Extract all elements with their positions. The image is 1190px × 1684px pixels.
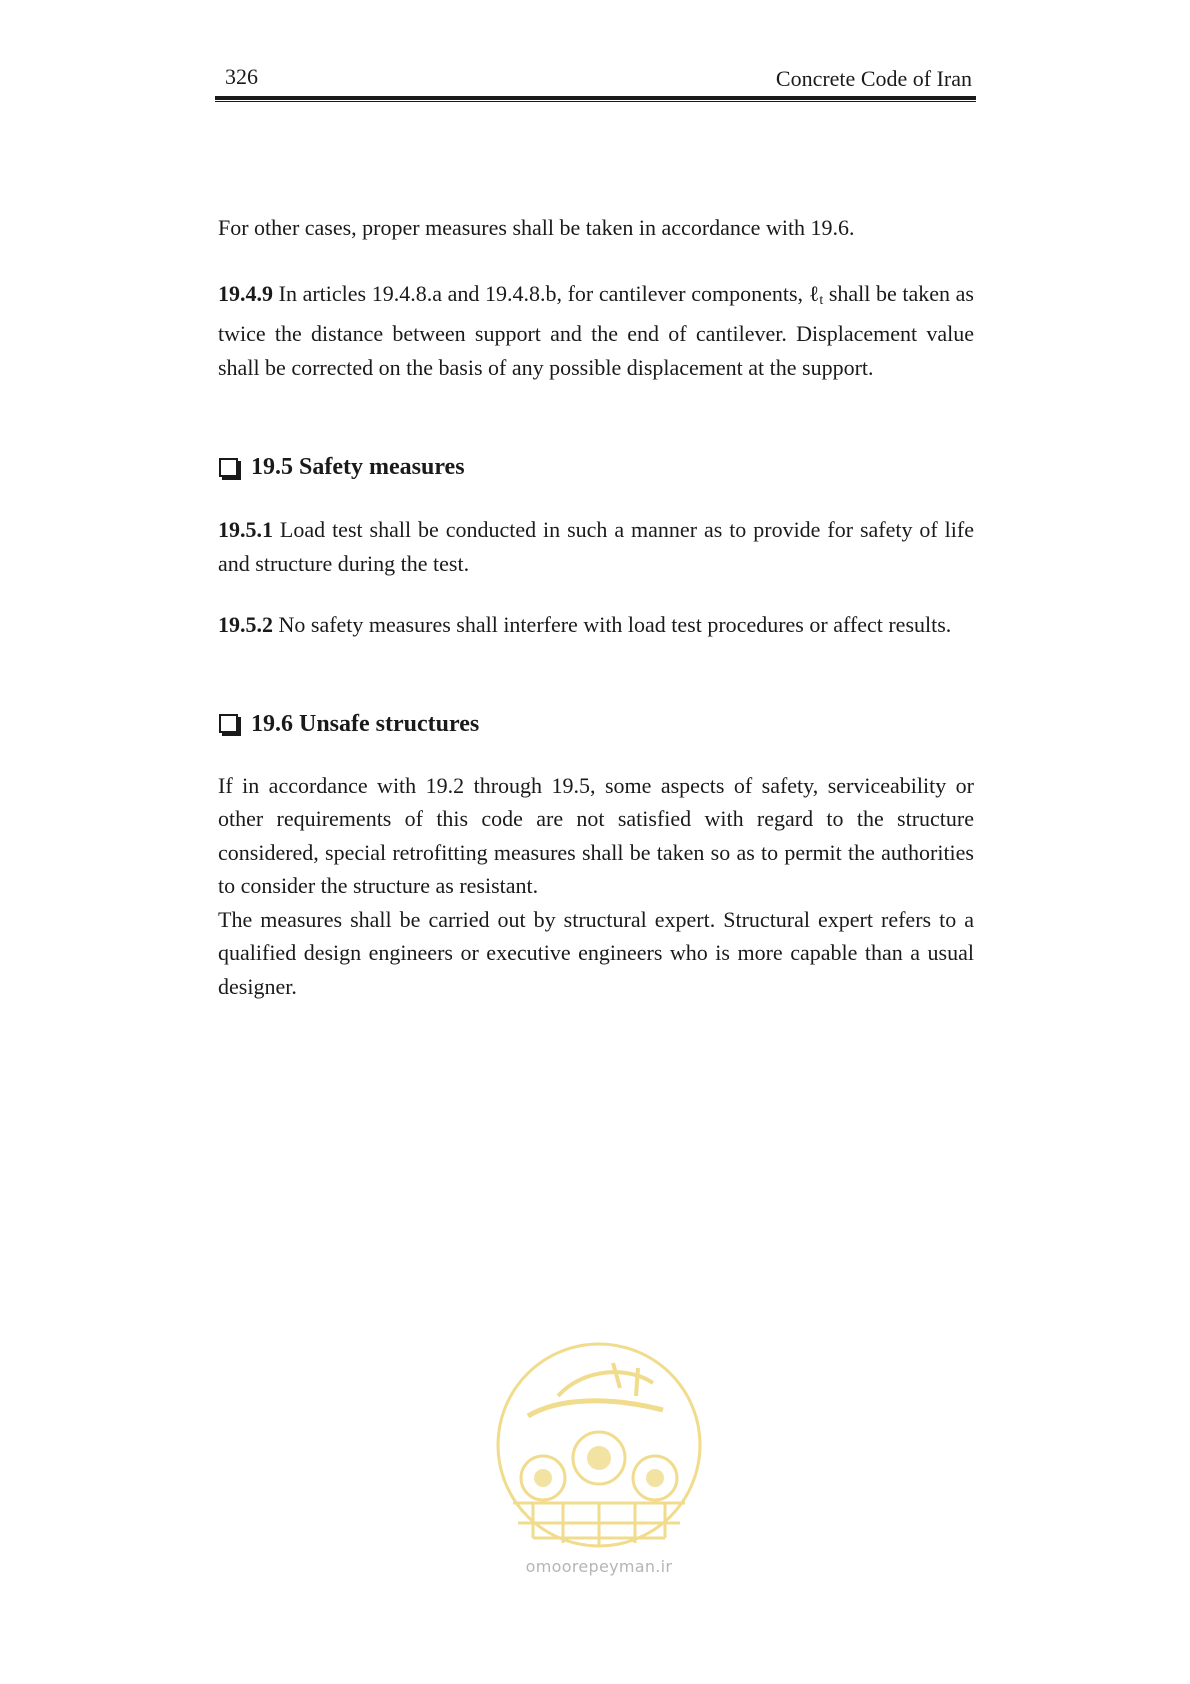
watermark-logo-icon <box>488 1338 710 1553</box>
clause-number: 19.5.2 <box>218 612 273 637</box>
clause-19-5-1 <box>218 513 974 580</box>
paragraph-19-6-a: If in accordance with 19.2 through 19.5, some aspects of safety, serviceability or other requirements of this code are not satisfied with regard to the structure considered, special retrofitting measures shall be taken so as to permit the authorities to consider the structure as resistant. <box>218 772 974 898</box>
clause-19-4-9 <box>218 277 974 385</box>
header-rule <box>215 96 976 102</box>
checkbox-bullet-icon <box>219 458 238 477</box>
watermark <box>488 1338 710 1588</box>
clause-text: shall be taken as twice the distance between support and the end of cantilever. Displacement value shall be corrected on the basis of any possible displacement at the support. <box>218 280 974 380</box>
clause-number: 19.4.9 <box>218 280 273 306</box>
paragraph-19-6-b: The measures shall be carried out by structural expert. Structural expert refers to a qualified design engineers or executive engineers who is more capable than a usual designer. <box>218 906 974 999</box>
clause-19-5-2 <box>218 608 974 642</box>
clause-text: In articles 19.4.8.a and 19.4.8.b, for cantilever components, <box>273 280 809 306</box>
watermark-url: omoorepeyman.ir <box>525 1557 673 1576</box>
checkbox-bullet-icon <box>219 714 238 733</box>
page-header <box>215 62 976 102</box>
clause-text: Load test shall be conducted in such a manner as to provide for safety of life and structure during the test. <box>218 517 974 576</box>
section-heading-19-5 <box>218 450 974 484</box>
section-title: 19.6 Unsafe structures <box>251 710 480 737</box>
section-heading-19-6 <box>218 707 974 741</box>
clause-text: No safety measures shall interfere with load test procedures or affect results. <box>273 612 952 637</box>
section-title: 19.5 Safety measures <box>251 454 465 480</box>
running-title: Concrete Code of Iran <box>775 66 972 91</box>
intro-paragraph: For other cases, proper measures shall be taken in accordance with 19.6. <box>218 215 855 240</box>
page-number: 326 <box>225 64 258 89</box>
page-content <box>218 211 974 1003</box>
ell-symbol: ℓ$_t$ <box>808 280 824 308</box>
clause-number: 19.5.1 <box>218 517 273 542</box>
